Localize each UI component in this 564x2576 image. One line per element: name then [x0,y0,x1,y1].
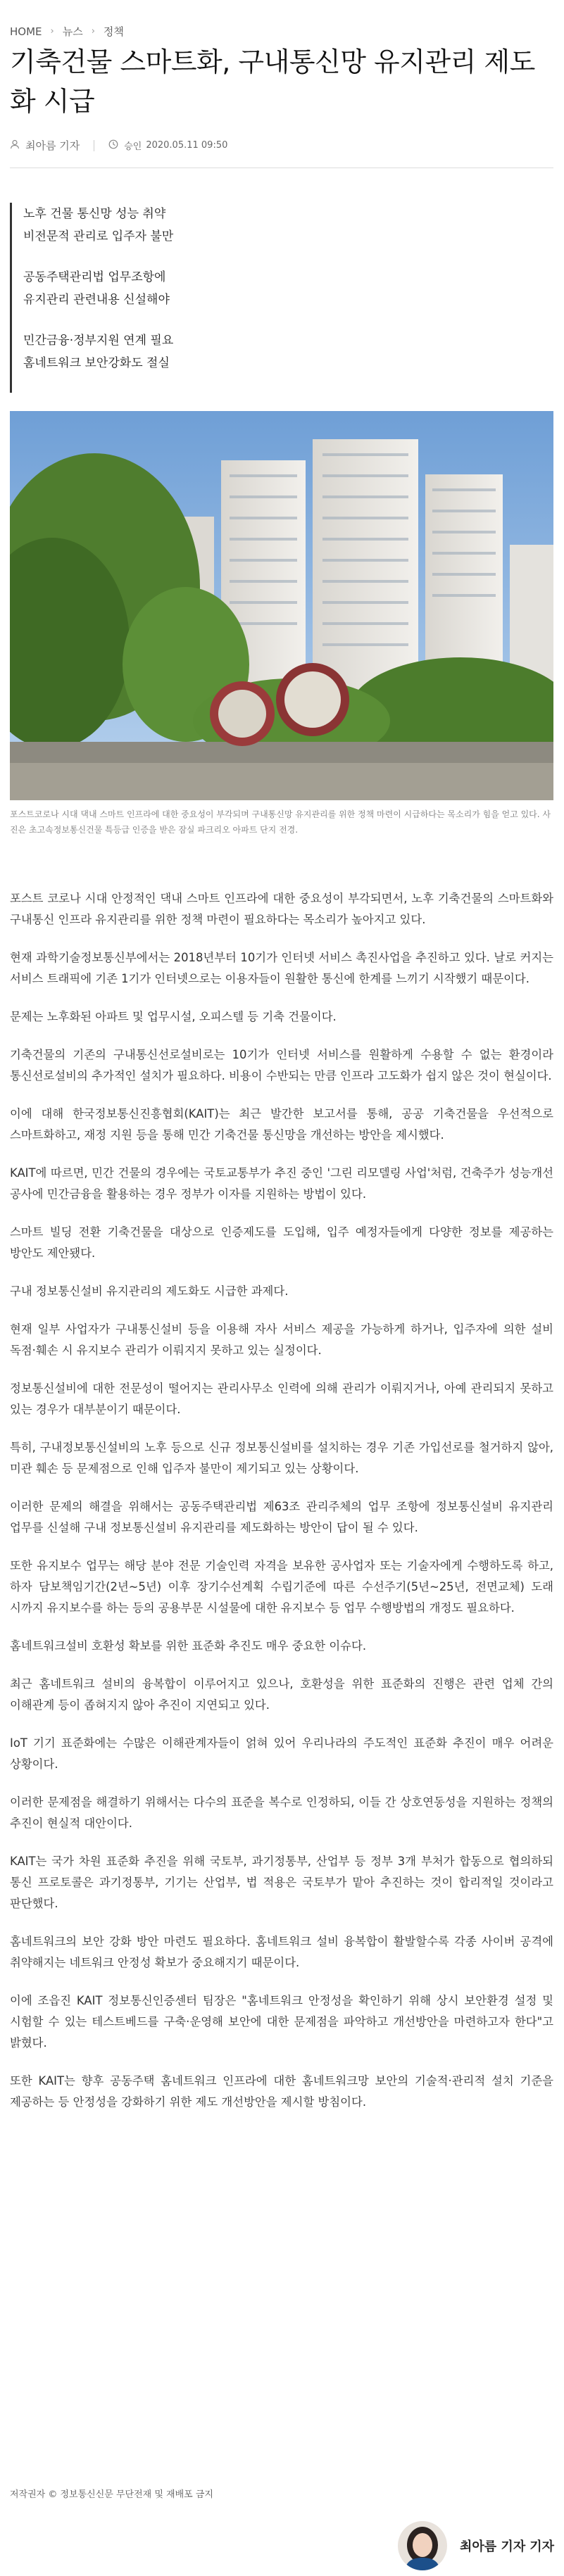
breadcrumb-section-link[interactable]: 뉴스 [62,25,83,38]
summary-line: 민간금융·정부지원 연계 필요 [23,334,174,348]
chevron-right-icon: › [50,26,54,37]
summary-line: 공동주택관리법 업무조항에 [23,270,166,284]
summary-group [23,203,375,248]
breadcrumb-subsection-link[interactable]: 정책 [103,25,124,38]
reporter-suffix: 기자 [529,2539,554,2554]
author-name[interactable]: 최아름 기자 [25,139,80,152]
summary-line: 비전문적 관리로 입주자 불만 [23,229,174,244]
breadcrumb-home-link[interactable]: HOME [10,25,42,38]
breadcrumb [10,24,124,39]
body-paragraph: 스마트 빌딩 전환 기축건물을 대상으로 인증제도를 도입해, 입주 예정자들에게 다양한 정보를 제공하는 방안도 제안됐다. [10,1225,553,1260]
body-paragraph: 구내 정보통신설비 유지관리의 제도화도 시급한 과제다. [10,1284,289,1298]
body-paragraph: 현재 일부 사업자가 구내통신설비 등을 이용해 자사 서비스 제공을 가능하게 하거나, 입주자에 의한 설비 독점·훼손 시 유지보수 관리가 이뤄지지 못하고 있는 실정이다. [10,1322,553,1357]
summary-group [23,329,375,374]
body-paragraph: KAIT는 국가 차원 표준화 추진을 위해 국토부, 과기정통부, 산업부 등 정부 3개 부처가 합동으로 협의하되 통신 프로토콜은 과기정통부, 기기는 산업부, 법 적용은 국토부가 맡아 추진하는 것이 합리적일 것이라고 판단했다. [10,1855,553,1910]
body-paragraph: 홈네트워크의 보안 강화 방안 마련도 필요하다. 홈네트워크 설비 융복합이 활발할수록 각종 사이버 공격에 취약해지는 네트워크 안정성 확보가 중요해지기 때문이다. [10,1935,553,1969]
article-meta [10,138,227,153]
chevron-right-icon: › [91,26,95,37]
body-paragraph: 최근 홈네트워크 설비의 융복합이 이루어지고 있으나, 호환성을 위한 표준화의 진행은 관련 업체 간의 이해관계 등이 좁혀지지 않아 추진이 지연되고 있다. [10,1677,553,1712]
body-paragraph: 또한 유지보수 업무는 해당 분야 전문 기술인력 자격을 보유한 공사업자 또는 기술자에게 수행하도록 하고, 하자 담보책임기간(2년~5년) 이후 장기수선계획 수립기준에 따른 수선주기(5년~25년, 전면교체) 도래 시까지 유지보수를 하는 등의 공용부문 시설물에 대한 유지보수 등 업무 수행방법의 개정도 필요하다. [10,1559,553,1615]
body-paragraph: 특히, 구내정보통신설비의 노후 등으로 신규 정보통신설비를 설치하는 경우 기존 가입선로를 철거하지 않아, 미관 훼손 등 문제점으로 인해 입주자 불만이 제기되고 있는 상황이다. [10,1441,553,1475]
article-body [10,888,553,2130]
photo-caption: 포스트코로나 시대 댁내 스마트 인프라에 대한 중요성이 부각되며 구내통신망 유지관리를 위한 정책 마련이 시급하다는 목소리가 힘을 얻고 있다. 사진은 초고속정보통신건물 특등급 인증을 받은 잠실 파크리오 아파트 단지 전경. [10,809,551,835]
summary-line: 홈네트워크 보안강화도 절실 [23,356,170,370]
reporter-name[interactable]: 최아름 기자 [460,2539,526,2554]
article-title: 기축건물 스마트화, 구내통신망 유지관리 제도화 시급 [10,46,535,117]
summary-line: 노후 건물 통신망 성능 취약 [23,207,166,221]
article-summary [10,203,375,393]
clock-icon [108,139,118,152]
avatar[interactable] [398,2521,447,2570]
copyright-notice: 저작권자 © 정보통신신문 무단전재 및 재배포 금지 [10,2489,213,2500]
summary-line: 유지관리 관련내용 신설해야 [23,293,170,307]
body-paragraph: 현재 과학기술정보통신부에서는 2018년부터 10기가 인터넷 서비스 촉진사업을 추진하고 있다. 날로 커지는 서비스 트래픽에 기존 1기가 인터넷으로는 이용자들이 원활한 통신에 한계를 느끼기 시작했기 때문이다. [10,951,553,985]
approved-label: 승인 [124,141,142,152]
approved-date: 2020.05.11 09:50 [146,140,228,151]
summary-group [23,266,375,311]
body-paragraph: 이러한 문제의 해결을 위해서는 공동주택관리법 제63조 관리주체의 업무 조항에 정보통신설비 유지관리 업무를 신설해 구내 정보통신설비 유지관리를 제도화하는 방안이 답이 될 수 있다. [10,1500,553,1534]
body-paragraph: 이에 대해 한국정보통신진흥협회(KAIT)는 최근 발간한 보고서를 통해, 공공 기축건물을 우선적으로 스마트화하고, 재정 지원 등을 통해 민간 기축건물 통신망을 개선하는 방안을 제시했다. [10,1107,553,1142]
body-paragraph: 이러한 문제점을 해결하기 위해서는 다수의 표준을 복수로 인정하되, 이들 간 상호연동성을 지원하는 정책의 추진이 현실적 대안이다. [10,1795,553,1830]
body-paragraph: IoT 기기 표준화에는 수많은 이해관계자들이 얽혀 있어 우리나라의 주도적인 표준화 추진이 매우 어려운 상황이다. [10,1736,553,1771]
body-paragraph: 문제는 노후화된 아파트 및 업무시설, 오피스텔 등 기축 건물이다. [10,1010,337,1023]
body-paragraph: 정보통신설비에 대한 전문성이 떨어지는 관리사무소 인력에 의해 관리가 이뤄지거나, 아예 관리되지 못하고 있는 경우가 대부분이기 때문이다. [10,1382,553,1416]
apartment-complex-image [10,411,553,800]
reporter-card[interactable] [398,2521,554,2570]
body-paragraph: 포스트 코로나 시대 안정적인 댁내 스마트 인프라에 대한 중요성이 부각되면서, 노후 기축건물의 스마트화와 구내통신 인프라 유지관리를 위한 정책 마련이 필요하다는 목소리가 높아지고 있다. [10,892,553,926]
body-paragraph: 이에 조읍진 KAIT 정보통신인증센터 팀장은 "홈네트워크 안정성을 확인하기 위해 상시 보안환경 설정 및 시험할 수 있는 테스트베드를 구축·운영해 보안에 대한 문제점을 파악하고 개선방안을 마련하고자 한다"고 밝혔다. [10,1994,553,2050]
body-paragraph: 기축건물의 기존의 구내통신선로설비로는 10기가 인터넷 서비스를 원활하게 수용할 수 없는 환경이라 통신선로설비의 추가적인 설치가 필요하다. 비용이 수반되는 만큼 인프라 고도화가 쉽지 않은 것이 현실이다. [10,1048,553,1082]
body-paragraph: KAIT에 따르면, 민간 건물의 경우에는 국토교통부가 추진 중인 '그린 리모델링 사업'처럼, 건축주가 성능개선 공사에 민간금융을 활용하는 경우 정부가 이자를 지원하는 방법이 있다. [10,1166,553,1201]
user-icon [10,139,20,152]
body-paragraph: 또한 KAIT는 향후 공동주택 홈네트워크 인프라에 대한 홈네트워크망 보안의 기술적·관리적 설치 기준을 제공하는 등 안정성을 강화하기 위한 제도 개선방안을 제시할 방침이다. [10,2074,553,2109]
article-photo [10,411,553,800]
body-paragraph: 홈네트워크설비 호환성 확보를 위한 표준화 추진도 매우 중요한 이슈다. [10,1639,367,1653]
